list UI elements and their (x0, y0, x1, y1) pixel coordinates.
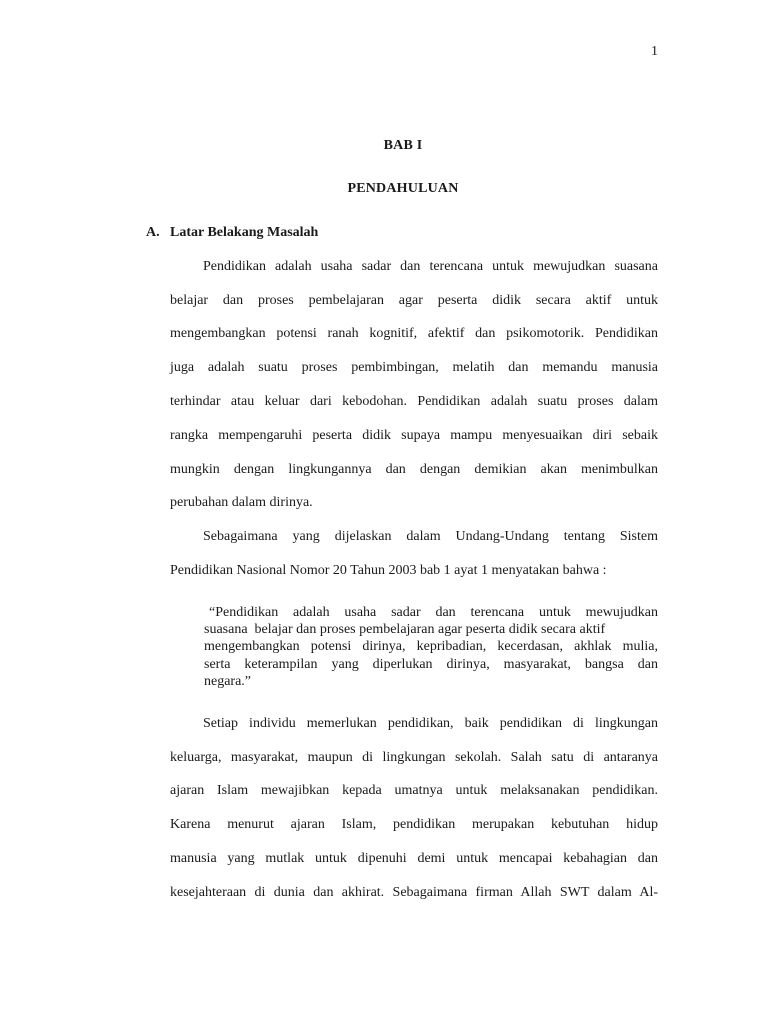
quote-line-4: serta keterampilan yang diperlukan dirinya, masyarakat, bangsa dan (204, 657, 658, 672)
paragraph-2-line-1: Sebagaimana yang dijelaskan dalam Undang-Undang tentang Sistem (203, 529, 658, 544)
paragraph-2-line-2: Pendidikan Nasional Nomor 20 Tahun 2003 bab 1 ayat 1 menyatakan bahwa : (170, 563, 607, 578)
paragraph-1-line-1: Pendidikan adalah usaha sadar dan terencana untuk mewujudkan suasana (203, 259, 658, 274)
quote-line-5: negara.” (204, 674, 252, 689)
section-title: Latar Belakang Masalah (170, 225, 319, 240)
paragraph-3-line-2: keluarga, masyarakat, maupun di lingkungan sekolah. Salah satu di antaranya (170, 750, 658, 765)
paragraph-1-line-4: juga adalah suatu proses pembimbingan, melatih dan memandu manusia (170, 360, 658, 375)
paragraph-1-line-3: mengembangkan potensi ranah kognitif, afektif dan psikomotorik. Pendidikan (170, 326, 658, 341)
paragraph-3-line-6: kesejahteraan di dunia dan akhirat. Sebagaimana firman Allah SWT dalam Al- (170, 885, 658, 900)
paragraph-3-line-3: ajaran Islam mewajibkan kepada umatnya untuk melaksanakan pendidikan. (170, 783, 658, 798)
paragraph-1-line-8: perubahan dalam dirinya. (170, 495, 313, 510)
chapter-number: BAB I (383, 138, 423, 153)
quote-line-2: suasana belajar dan proses pembelajaran agar peserta didik secara aktif (204, 622, 606, 637)
paragraph-1-line-7: mungkin dengan lingkungannya dan dengan demikian akan menimbulkan (170, 462, 658, 477)
chapter-title: PENDAHULUAN (347, 181, 459, 196)
paragraph-3-line-5: manusia yang mutlak untuk dipenuhi demi untuk mencapai kebahagian dan (170, 851, 658, 866)
paragraph-1-line-5: terhindar atau keluar dari kebodohan. Pendidikan adalah suatu proses dalam (170, 394, 658, 409)
paragraph-3-line-4: Karena menurut ajaran Islam, pendidikan merupakan kebutuhan hidup (170, 817, 658, 832)
page-number: 1 (651, 44, 658, 59)
paragraph-3-line-1: Setiap individu memerlukan pendidikan, baik pendidikan di lingkungan (203, 716, 658, 731)
quote-line-1: “Pendidikan adalah usaha sadar dan terencana untuk mewujudkan (209, 605, 658, 620)
section-heading (146, 225, 318, 241)
section-letter: A. (146, 225, 160, 240)
quote-line-3: mengembangkan potensi dirinya, kepribadian, kecerdasan, akhlak mulia, (204, 639, 658, 654)
paragraph-1-line-2: belajar dan proses pembelajaran agar peserta didik secara aktif untuk (170, 293, 658, 308)
paragraph-1-line-6: rangka mempengaruhi peserta didik supaya mampu menyesuaikan diri sebaik (170, 428, 658, 443)
